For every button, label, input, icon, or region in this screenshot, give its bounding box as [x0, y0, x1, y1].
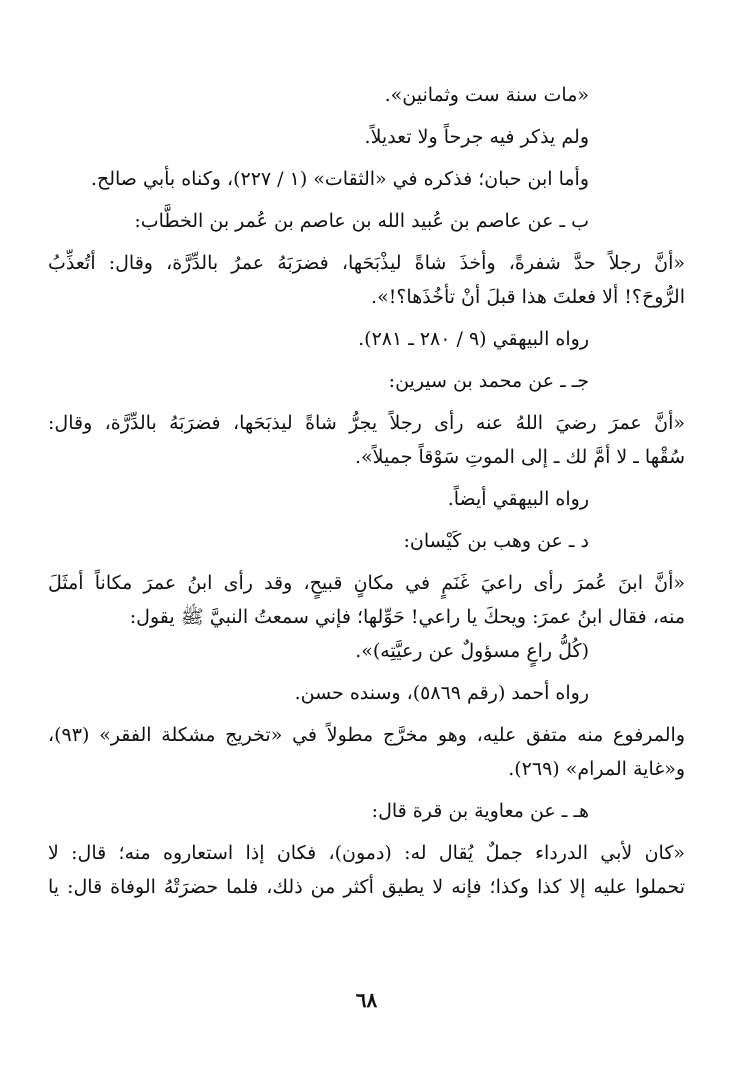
- text-line: والمرفوع منه متفق عليه، وهو مخرَّج مطولاً في «تخريج مشكلة الفقر» (٩٣)،: [48, 724, 685, 746]
- text-line: سُقْها ـ لا أمَّ لك ـ إلى الموتِ سَوْقاً جميلاً».: [355, 446, 685, 468]
- text-line: ولم يذكر فيه جرحاً ولا تعديلاً.: [364, 126, 589, 148]
- text-line: «أنَّ ابنَ عُمرَ رأى راعيَ غَنَمٍ في مكانٍ قبيحٍ، وقد رأى ابنُ عمرَ مكاناً أمثَلَ: [48, 572, 685, 594]
- text-line: رواه البيهقي (٩ / ٢٨٠ ـ ٢٨١).: [358, 328, 589, 350]
- text-line: «أنَّ عمرَ رضيَ اللهُ عنه رأى رجلاً يجرُّ شاةً ليذبَحَها، فضرَبَهُ بالدِّرَّة، وقال:: [48, 412, 685, 434]
- text-line: منه، فقال ابنُ عمرَ: ويحكَ يا راعي! حَوِّلها؛ فإني سمعتُ النبيَّ ﷺ يقول:: [129, 606, 685, 628]
- text-line: «مات سنة ست وثمانين».: [384, 84, 589, 106]
- text-line: (كُلُّ راعٍ مسؤولٌ عن رعيَّتِه)».: [355, 640, 589, 662]
- text-line: تحملوا عليه إلا كذا وكذا؛ فإنه لا يطيق أكثر من ذلك، فلما حضرَتْهُ الوفاة قال: يا: [48, 876, 685, 898]
- text-line: وأما ابن حبان؛ فذكره في «الثقات» (١ / ٢٢٧)، وكناه بأبي صالح.: [90, 168, 589, 190]
- section-heading: ب ـ عن عاصم بن عُبيد الله بن عاصم بن عُمر بن الخطَّاب:: [134, 210, 589, 232]
- text-line: رواه البيهقي أيضاً.: [447, 488, 589, 510]
- page-body: [48, 78, 685, 904]
- text-line: الرُّوحَ؟! ألا فعلتَ هذا قبلَ أنْ تأخُذَها؟!».: [371, 286, 685, 308]
- text-line: رواه أحمد (رقم ٥٨٦٩)، وسنده حسن.: [294, 682, 589, 704]
- section-heading: د ـ عن وهب بن كَيْسان:: [403, 530, 589, 552]
- text-line: «أنَّ رجلاً حدَّ شفرةً، وأخذَ شاةً ليذْبَحَها، فضرَبَهُ عمرُ بالدِّرَّة، وقال: أتُعذِّبُ: [48, 252, 685, 274]
- text-line: «كان لأبي الدرداء جملٌ يُقال له: (دمون)، فكان إذا استعاروه منه؛ قال: لا: [48, 842, 685, 864]
- section-heading: جـ ـ عن محمد بن سيرين:: [388, 370, 589, 392]
- section-heading: هـ ـ عن معاوية بن قرة قال:: [371, 800, 589, 822]
- page-number: ٦٨: [355, 988, 378, 1012]
- text-line: و«غاية المرام» (٢٦٩).: [508, 758, 685, 780]
